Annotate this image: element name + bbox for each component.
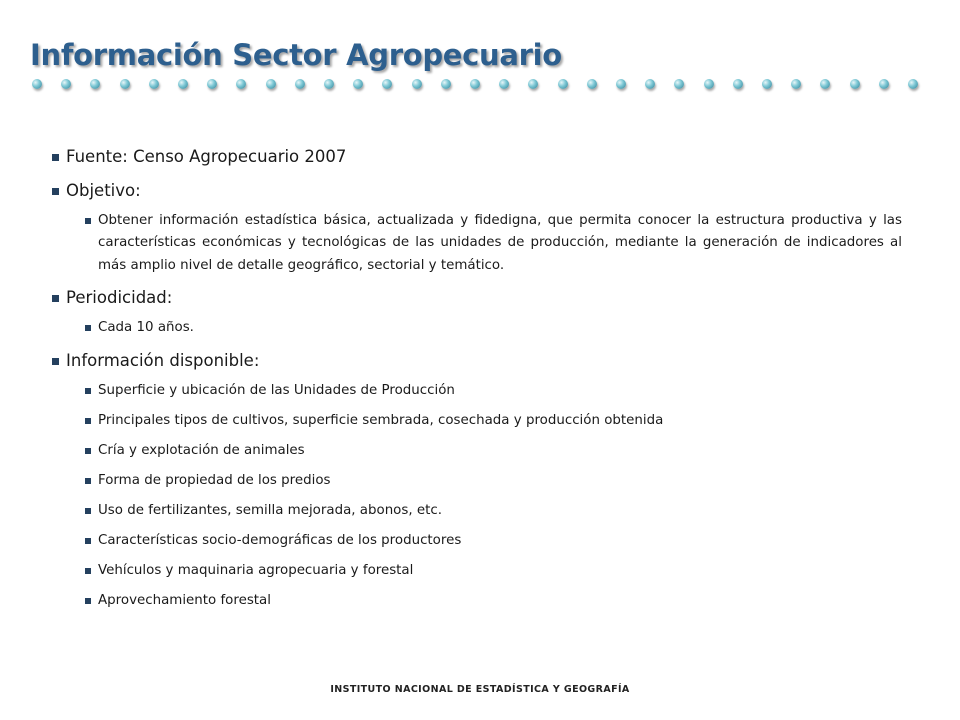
- decorative-dot-icon: [908, 79, 918, 89]
- sub-item-text: Características socio-demográficas de los productores: [98, 532, 462, 548]
- section-heading: Fuente: Censo Agropecuario 2007: [66, 147, 347, 166]
- decorative-dot-icon: [324, 79, 334, 89]
- square-bullet-icon: [52, 188, 59, 195]
- decorative-dot-icon: [499, 79, 509, 89]
- sub-item-text: Principales tipos de cultivos, superficie sembrada, cosechada y producción obtenida: [98, 412, 664, 428]
- decorative-dot-icon: [295, 79, 305, 89]
- decorative-dot-icon: [178, 79, 188, 89]
- decorative-dot-icon: [470, 79, 480, 89]
- sub-item-text: Cada 10 años.: [98, 320, 194, 336]
- sub-list: [52, 210, 902, 277]
- square-bullet-icon: [85, 478, 91, 484]
- sub-bullet-item: [52, 380, 902, 402]
- decorative-dot-icon: [382, 79, 392, 89]
- decorative-dot-icon: [149, 79, 159, 89]
- section-heading: Objetivo:: [66, 181, 141, 200]
- decorative-dot-icon: [587, 79, 597, 89]
- section-available-info: [52, 350, 902, 612]
- square-bullet-icon: [85, 218, 91, 224]
- footer-institution: INSTITUTO NACIONAL DE ESTADÍSTICA Y GEOGRAFÍA: [330, 684, 630, 695]
- square-bullet-icon: [85, 538, 91, 544]
- sub-bullet-item: [52, 560, 902, 582]
- sub-bullet-item: [52, 500, 902, 522]
- decorative-dot-icon: [90, 79, 100, 89]
- decorative-dot-icon: [207, 79, 217, 89]
- sub-item-text: Forma de propiedad de los predios: [98, 472, 331, 488]
- decorative-dot-icon: [733, 79, 743, 89]
- sub-bullet-item: [52, 317, 902, 339]
- sub-list: [52, 380, 902, 612]
- sub-bullet-item: [52, 590, 902, 612]
- decorative-dot-icon: [266, 79, 276, 89]
- decorative-dot-icon: [32, 79, 42, 89]
- decorative-dot-icon: [120, 79, 130, 89]
- decorative-dot-icon: [820, 79, 830, 89]
- decorative-dot-row: [32, 79, 932, 93]
- section-source: [52, 146, 902, 168]
- sub-list: [52, 317, 902, 339]
- sub-item-text: Vehículos y maquinaria agropecuaria y forestal: [98, 562, 414, 578]
- sub-item-text: Aprovechamiento forestal: [98, 592, 271, 608]
- sub-bullet-item: [52, 470, 902, 492]
- square-bullet-icon: [85, 508, 91, 514]
- decorative-dot-icon: [558, 79, 568, 89]
- decorative-dot-icon: [616, 79, 626, 89]
- section-objective: [52, 180, 902, 277]
- decorative-dot-icon: [791, 79, 801, 89]
- decorative-dot-icon: [61, 79, 71, 89]
- square-bullet-icon: [52, 154, 59, 161]
- square-bullet-icon: [85, 418, 91, 424]
- square-bullet-icon: [85, 448, 91, 454]
- sub-bullet-item: [52, 210, 902, 277]
- bullet-item: [52, 146, 902, 168]
- square-bullet-icon: [85, 568, 91, 574]
- sub-item-text: Uso de fertilizantes, semilla mejorada, abonos, etc.: [98, 502, 442, 518]
- slide-content: [52, 146, 902, 622]
- decorative-dot-icon: [704, 79, 714, 89]
- sub-bullet-item: [52, 440, 902, 462]
- decorative-dot-icon: [528, 79, 538, 89]
- decorative-dot-icon: [236, 79, 246, 89]
- decorative-dot-icon: [412, 79, 422, 89]
- decorative-dot-icon: [441, 79, 451, 89]
- square-bullet-icon: [85, 388, 91, 394]
- decorative-dot-icon: [762, 79, 772, 89]
- square-bullet-icon: [85, 325, 91, 331]
- section-heading: Información disponible:: [66, 350, 260, 370]
- section-periodicity: [52, 287, 902, 339]
- decorative-dot-icon: [879, 79, 889, 89]
- bullet-item: [52, 180, 902, 202]
- sub-item-text: Obtener información estadística básica, actualizada y fidedigna, que permita conocer la estructura productiva y las características económicas y tecnológicas de las unidades de producción, mediante la generación de indicadores al más amplio nivel de detalle geográfico, sectorial y temático.: [98, 213, 902, 273]
- square-bullet-icon: [52, 358, 59, 365]
- decorative-dot-icon: [674, 79, 684, 89]
- sub-bullet-item: [52, 530, 902, 552]
- decorative-dot-icon: [850, 79, 860, 89]
- slide-title: Información Sector Agropecuario: [30, 38, 562, 72]
- section-heading: Periodicidad:: [66, 288, 173, 308]
- sub-item-text: Cría y explotación de animales: [98, 442, 305, 458]
- sub-item-text: Superficie y ubicación de las Unidades de Producción: [98, 382, 455, 398]
- sub-bullet-item: [52, 410, 902, 432]
- square-bullet-icon: [52, 295, 59, 302]
- bullet-item: [52, 287, 902, 309]
- square-bullet-icon: [85, 598, 91, 604]
- decorative-dot-icon: [645, 79, 655, 89]
- decorative-dot-icon: [353, 79, 363, 89]
- bullet-item: [52, 350, 902, 372]
